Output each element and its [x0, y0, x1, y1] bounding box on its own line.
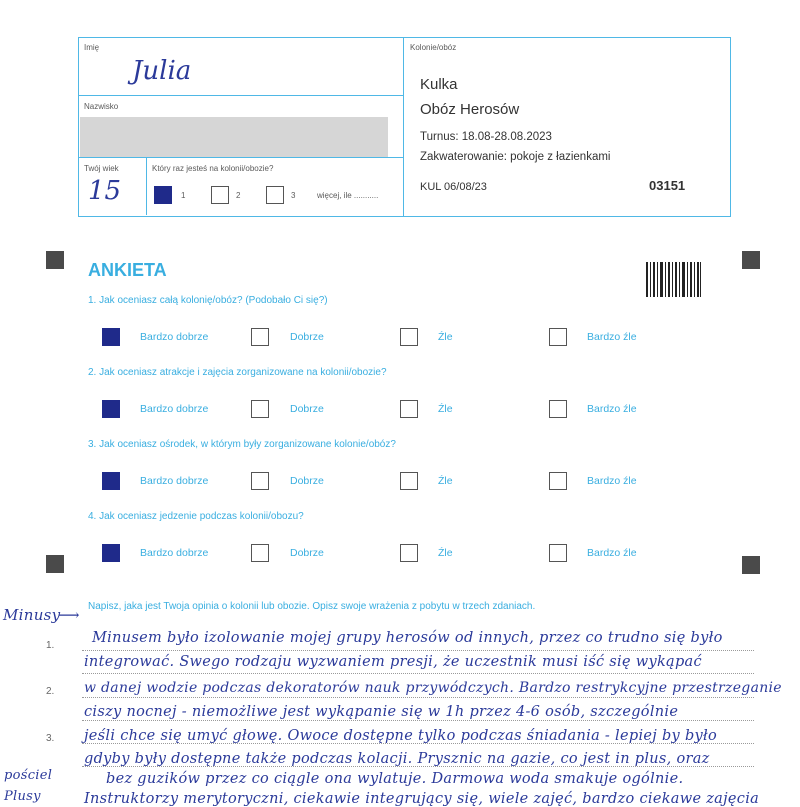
q4-bardzo-zle-checkbox[interactable] [549, 544, 567, 562]
arrow-icon: ⟶ [58, 606, 80, 624]
handwriting-line[interactable]: jeśli chce się umyć głowę. Owoce dostępne tylko podczas śniadania - lepiej by było [84, 728, 718, 744]
writing-line [82, 720, 754, 721]
registration-marker-mid-right [742, 556, 760, 574]
q3-dobrze-checkbox[interactable] [251, 472, 269, 490]
writing-line [82, 697, 754, 698]
registration-marker-top-right [742, 251, 760, 269]
writing-line [82, 650, 754, 651]
q1-bardzo-dobrze-label: Bardzo dobrze [140, 331, 209, 343]
q4-dobrze-checkbox[interactable] [251, 544, 269, 562]
registration-marker-mid-left [46, 555, 64, 573]
wiek-label: Twój wiek [84, 164, 119, 173]
q3-bardzo-zle-checkbox[interactable] [549, 472, 567, 490]
kod: KUL 06/08/23 [420, 181, 487, 193]
q1-dobrze-label: Dobrze [290, 331, 324, 343]
q4-zle-label: Źle [438, 547, 453, 559]
imie-value[interactable]: Julia [132, 56, 192, 86]
q1-zle-checkbox[interactable] [400, 328, 418, 346]
margin-note-minusy: Minusy [3, 606, 61, 624]
handwriting-line[interactable]: w danej wodzie podczas dekoratorów nauk przywódczych. Bardzo restrykcyjne przestrzeganie [84, 680, 782, 696]
q1-bardzo-zle-checkbox[interactable] [549, 328, 567, 346]
q4-dobrze-label: Dobrze [290, 547, 324, 559]
question-3: 3. Jak oceniasz ośrodek, w którym były zorganizowane kolonie/obóz? [88, 439, 396, 450]
question-4: 4. Jak oceniasz jedzenie podczas kolonii/obozu? [88, 511, 304, 522]
q2-zle-label: Źle [438, 403, 453, 415]
q4-bardzo-dobrze-label: Bardzo dobrze [140, 547, 209, 559]
margin-note-poscil: pościel [4, 768, 53, 783]
handwriting-line[interactable]: Minusem było izolowanie mojej grupy herosów od innych, przez co trudno się było [92, 630, 723, 646]
handwriting-line[interactable]: integrować. Swego rodzaju wyzwaniem presji, że uczestnik musi iść się wykąpać [84, 654, 702, 670]
q4-bardzo-dobrze-checkbox[interactable] [102, 544, 120, 562]
ktory-raz-2-checkbox[interactable] [211, 186, 229, 204]
q3-dobrze-label: Dobrze [290, 475, 324, 487]
q4-bardzo-zle-label: Bardzo źle [587, 547, 637, 559]
handwriting-line[interactable]: ciszy nocnej - niemożliwe jest wykąpanie się w 1h przez 4-6 osób, szczególnie [84, 704, 679, 720]
q1-bardzo-dobrze-checkbox[interactable] [102, 328, 120, 346]
q3-bardzo-dobrze-label: Bardzo dobrze [140, 475, 209, 487]
open-question-prompt: Napisz, jaka jest Twoja opinia o kolonii lub obozie. Opisz swoje wrażenia z pobytu w trzech zdaniach. [88, 601, 536, 612]
ktory-raz-1-label: 1 [181, 191, 186, 200]
q2-bardzo-dobrze-label: Bardzo dobrze [140, 403, 209, 415]
barcode-icon [646, 262, 702, 297]
ktory-raz-3-checkbox[interactable] [266, 186, 284, 204]
margin-note-plusy: Plusy [4, 789, 41, 804]
ktory-raz-label: Który raz jesteś na kolonii/obozie? [152, 164, 274, 173]
q1-zle-label: Źle [438, 331, 453, 343]
question-1: 1. Jak oceniasz całą kolonię/obóz? (Podobało Ci się?) [88, 295, 328, 306]
q3-bardzo-zle-label: Bardzo źle [587, 475, 637, 487]
handwriting-line[interactable]: Instruktorzy merytoryczni, ciekawie integrujący się, wiele zajęć, bardzo ciekawe zajęcia [84, 791, 760, 807]
q3-bardzo-dobrze-checkbox[interactable] [102, 472, 120, 490]
line-number-2: 2. [46, 686, 55, 697]
zakwaterowanie: Zakwaterowanie: pokoje z łazienkami [420, 151, 611, 163]
line-number-1: 1. [46, 640, 55, 651]
nazwisko-redacted [80, 117, 388, 157]
kolonia-label: Kolonie/obóz [410, 43, 457, 52]
writing-line [82, 673, 754, 674]
q3-zle-label: Źle [438, 475, 453, 487]
q2-dobrze-label: Dobrze [290, 403, 324, 415]
handwriting-line[interactable]: bez guzików przez co ciągle ona wylatuje. Darmowa woda smakuje ogólnie. [106, 771, 684, 787]
oboz-name: Obóz Herosów [420, 101, 520, 118]
q3-zle-checkbox[interactable] [400, 472, 418, 490]
wiek-value[interactable]: 15 [88, 176, 122, 206]
q2-zle-checkbox[interactable] [400, 400, 418, 418]
survey-title: ANKIETA [88, 260, 167, 280]
imie-label: Imię [84, 43, 100, 52]
question-2: 2. Jak oceniasz atrakcje i zajęcia zorganizowane na kolonii/obozie? [88, 367, 387, 378]
numer: 03151 [649, 178, 686, 193]
kolonia-name: Kulka [420, 76, 458, 93]
q2-bardzo-zle-checkbox[interactable] [549, 400, 567, 418]
handwriting-line[interactable]: gdyby były dostępne także podczas kolacji. Prysznic na gazie, co jest in plus, oraz [84, 751, 710, 767]
wiecej-label: więcej, ile ........... [317, 191, 379, 200]
line-number-3: 3. [46, 733, 55, 744]
q2-bardzo-dobrze-checkbox[interactable] [102, 400, 120, 418]
turnus: Turnus: 18.08-28.08.2023 [420, 131, 552, 143]
ktory-raz-3-label: 3 [291, 191, 296, 200]
q1-dobrze-checkbox[interactable] [251, 328, 269, 346]
nazwisko-label: Nazwisko [84, 102, 119, 111]
q4-zle-checkbox[interactable] [400, 544, 418, 562]
ktory-raz-1-checkbox[interactable] [154, 186, 172, 204]
q1-bardzo-zle-label: Bardzo źle [587, 331, 637, 343]
q2-bardzo-zle-label: Bardzo źle [587, 403, 637, 415]
ktory-raz-2-label: 2 [236, 191, 241, 200]
q2-dobrze-checkbox[interactable] [251, 400, 269, 418]
registration-marker-top-left [46, 251, 64, 269]
